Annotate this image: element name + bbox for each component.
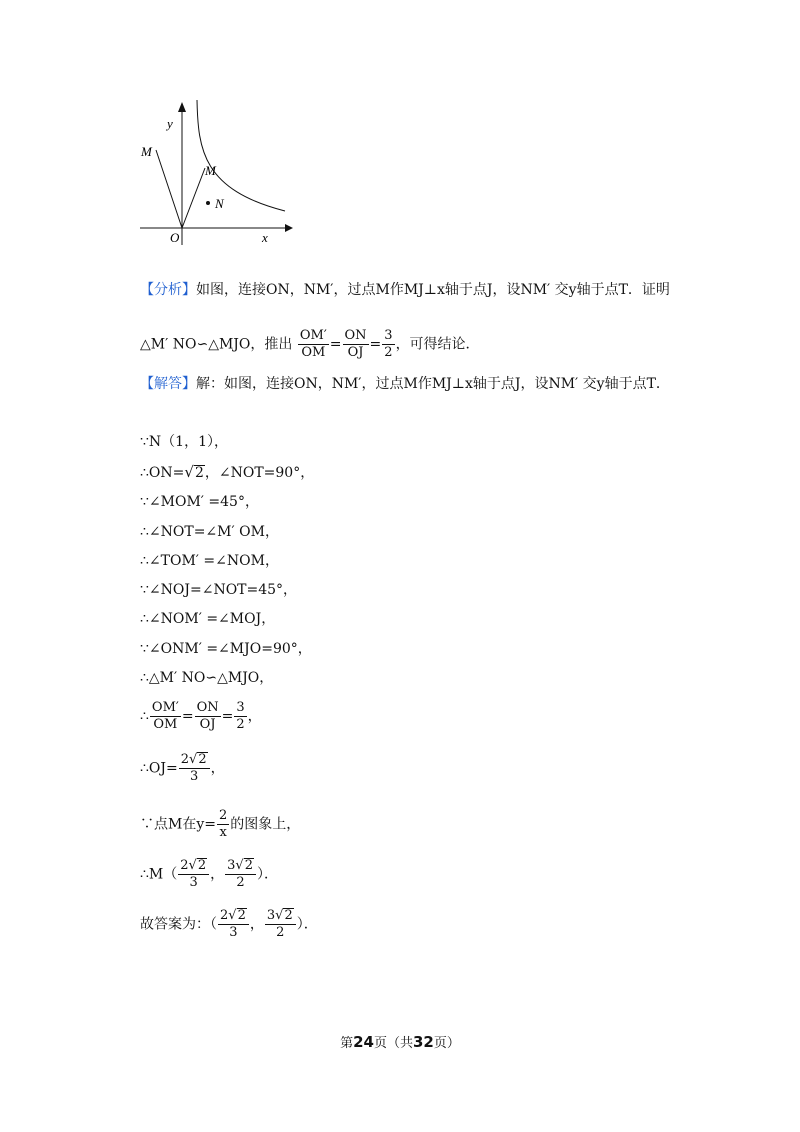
step-point-m: ∵点M在y= $\frac{2}{x}$ 的图象上，	[140, 808, 301, 840]
step-n-coord: ∵N（1，1），	[140, 434, 228, 450]
step-nom: ∴∠NOM′ =∠MOJ，	[140, 611, 276, 627]
step-noj: ∵∠NOJ=∠NOT=45°，	[140, 582, 298, 598]
segment-om	[182, 168, 205, 228]
step-onm: ∵∠ONM′ =∠MJO=90°，	[140, 641, 312, 657]
answer-tag: 【解答】	[140, 376, 196, 392]
m-prime-label: M	[141, 144, 152, 159]
analysis-line-2: △M′ NO∽△MJO，推出 $\frac{OM'}{OM}$ = $\frac{ON}{OJ}$ = $\frac{3}{2}$ ，可得结论．	[140, 328, 480, 360]
analysis-line-1	[140, 280, 670, 300]
analysis-text-1: 如图，连接ON，NM′，过点M作MJ⊥x轴于点J，设NM′ 交y轴于点T．证明	[196, 282, 670, 298]
fraction-on-oj: $\frac{ON}{OJ}$	[344, 328, 367, 360]
origin-label: O	[170, 230, 180, 245]
step-m-coord: ∴M（ $\frac{2√2}{3}$ ， $\frac{3√2}{2}$ ）．	[140, 858, 278, 890]
hyperbola-figure	[135, 90, 295, 255]
y-axis-arrow	[178, 102, 186, 112]
segment-om-prime	[156, 150, 182, 228]
x-label: x	[262, 230, 268, 245]
page-number: 24	[353, 1033, 374, 1051]
step-tom: ∴∠TOM′ =∠NOM，	[140, 553, 279, 569]
page-footer: 第24页（共32页）	[340, 1033, 460, 1051]
analysis-text-2-suffix: ，可得结论．	[395, 336, 480, 353]
analysis-tag: 【分析】	[140, 282, 196, 298]
fraction-3-2: $\frac{3}{2}$	[384, 328, 393, 360]
step-ratio: ∴ $\frac{OM'}{OM}$ = $\frac{ON}{OJ}$ = $\frac{3}{2}$ ，	[140, 700, 262, 732]
page-total: 32	[413, 1033, 434, 1051]
n-label: N	[215, 196, 224, 211]
fraction-om-prime-om: $\frac{OM'}{OM}$	[299, 328, 327, 360]
step-similar: ∴△M′ NO∽△MJO，	[140, 670, 274, 686]
y-label: y	[167, 116, 173, 131]
step-not: ∴∠NOT=∠M′ OM，	[140, 524, 279, 540]
answer-intro: 【解答】解：如图，连接ON，NM′，过点M作MJ⊥x轴于点J，设NM′ 交y轴于点T．	[140, 376, 670, 392]
step-mom: ∵∠MOM′ =45°，	[140, 494, 259, 510]
hyperbola-curve	[197, 100, 285, 211]
step-on-sqrt2: ∴ON=√2，∠NOT=90°，	[140, 463, 315, 481]
final-answer: 故答案为：（ $\frac{2√2}{3}$ ， $\frac{3√2}{2}$ ）．	[140, 908, 318, 940]
m-label: M	[205, 163, 216, 178]
step-oj: ∴OJ= $\frac{2√2}{3}$ ，	[140, 752, 225, 784]
figure-svg	[135, 90, 295, 255]
point-n	[206, 201, 210, 205]
x-axis-arrow	[285, 224, 293, 232]
analysis-text-2-prefix: △M′ NO∽△MJO，推出	[140, 336, 293, 353]
